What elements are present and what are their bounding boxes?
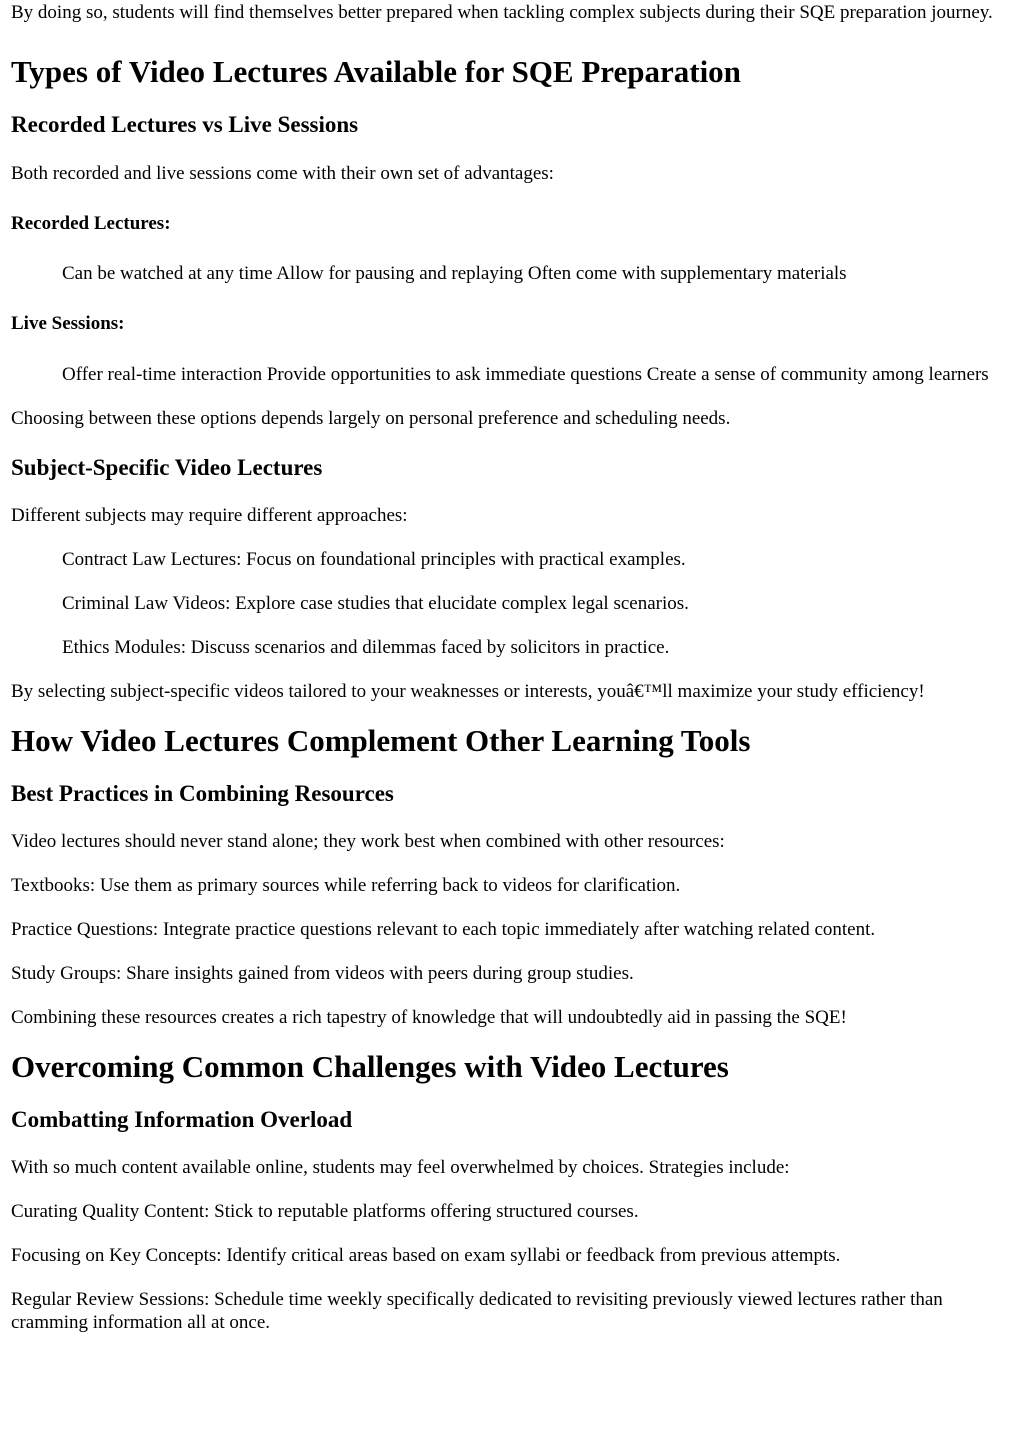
paragraph-combining-conclusion: Combining these resources creates a rich tapestry of knowledge that will undoubtedly aid in passing the SQE!: [11, 1007, 847, 1028]
paragraph-subject-conclusion: By selecting subject-specific videos tailored to your weaknesses or interests, youâ€™ll maximize your study efficiency!: [11, 681, 925, 702]
paragraph-curating-quality: Curating Quality Content: Stick to reputable platforms offering structured courses.: [11, 1201, 639, 1222]
paragraph-choosing-options: Choosing between these options depends largely on personal preference and scheduling needs.: [11, 408, 731, 429]
label-live-sessions: Live Sessions:: [11, 313, 125, 334]
paragraph-textbooks: Textbooks: Use them as primary sources while referring back to videos for clarification.: [11, 875, 681, 896]
list-item-criminal-law: Criminal Law Videos: Explore case studies that elucidate complex legal scenarios.: [62, 593, 689, 614]
intro-paragraph: By doing so, students will find themselves better prepared when tackling complex subjects during their SQE preparation journey.: [11, 2, 993, 23]
subheading-subject-specific: Subject-Specific Video Lectures: [11, 455, 323, 480]
section-heading-complement: How Video Lectures Complement Other Learning Tools: [11, 723, 751, 758]
paragraph-practice-questions: Practice Questions: Integrate practice questions relevant to each topic immediately after watching related content.: [11, 919, 876, 940]
subheading-best-practices: Best Practices in Combining Resources: [11, 781, 394, 806]
list-item-contract-law: Contract Law Lectures: Focus on foundational principles with practical examples.: [62, 549, 686, 570]
list-recorded-lectures: Can be watched at any time Allow for pausing and replaying Often come with supplementary materials: [62, 263, 847, 284]
paragraph-regular-review: Regular Review Sessions: Schedule time weekly specifically dedicated to revisiting previously viewed lectures rather than cramming information all at once.: [11, 1289, 943, 1333]
document-page: [0, 1, 1024, 1334]
paragraph-different-subjects: Different subjects may require different approaches:: [11, 505, 408, 526]
paragraph-key-concepts: Focusing on Key Concepts: Identify critical areas based on exam syllabi or feedback from previous attempts.: [11, 1245, 841, 1266]
list-live-sessions: Offer real-time interaction Provide opportunities to ask immediate questions Create a sense of community among learners: [62, 364, 989, 385]
subheading-information-overload: Combatting Information Overload: [11, 1107, 353, 1132]
paragraph-advantages-lead: Both recorded and live sessions come with their own set of advantages:: [11, 163, 554, 184]
paragraph-never-stand-alone: Video lectures should never stand alone; they work best when combined with other resources:: [11, 831, 725, 852]
paragraph-study-groups: Study Groups: Share insights gained from videos with peers during group studies.: [11, 963, 634, 984]
list-item-ethics-modules: Ethics Modules: Discuss scenarios and dilemmas faced by solicitors in practice.: [62, 637, 670, 658]
paragraph-overwhelmed-lead: With so much content available online, students may feel overwhelmed by choices. Strategies include:: [11, 1157, 790, 1178]
section-heading-challenges: Overcoming Common Challenges with Video Lectures: [11, 1049, 729, 1084]
subheading-recorded-vs-live: Recorded Lectures vs Live Sessions: [11, 112, 359, 137]
section-heading-types: Types of Video Lectures Available for SQE Preparation: [11, 54, 741, 89]
label-recorded-lectures: Recorded Lectures:: [11, 213, 171, 234]
